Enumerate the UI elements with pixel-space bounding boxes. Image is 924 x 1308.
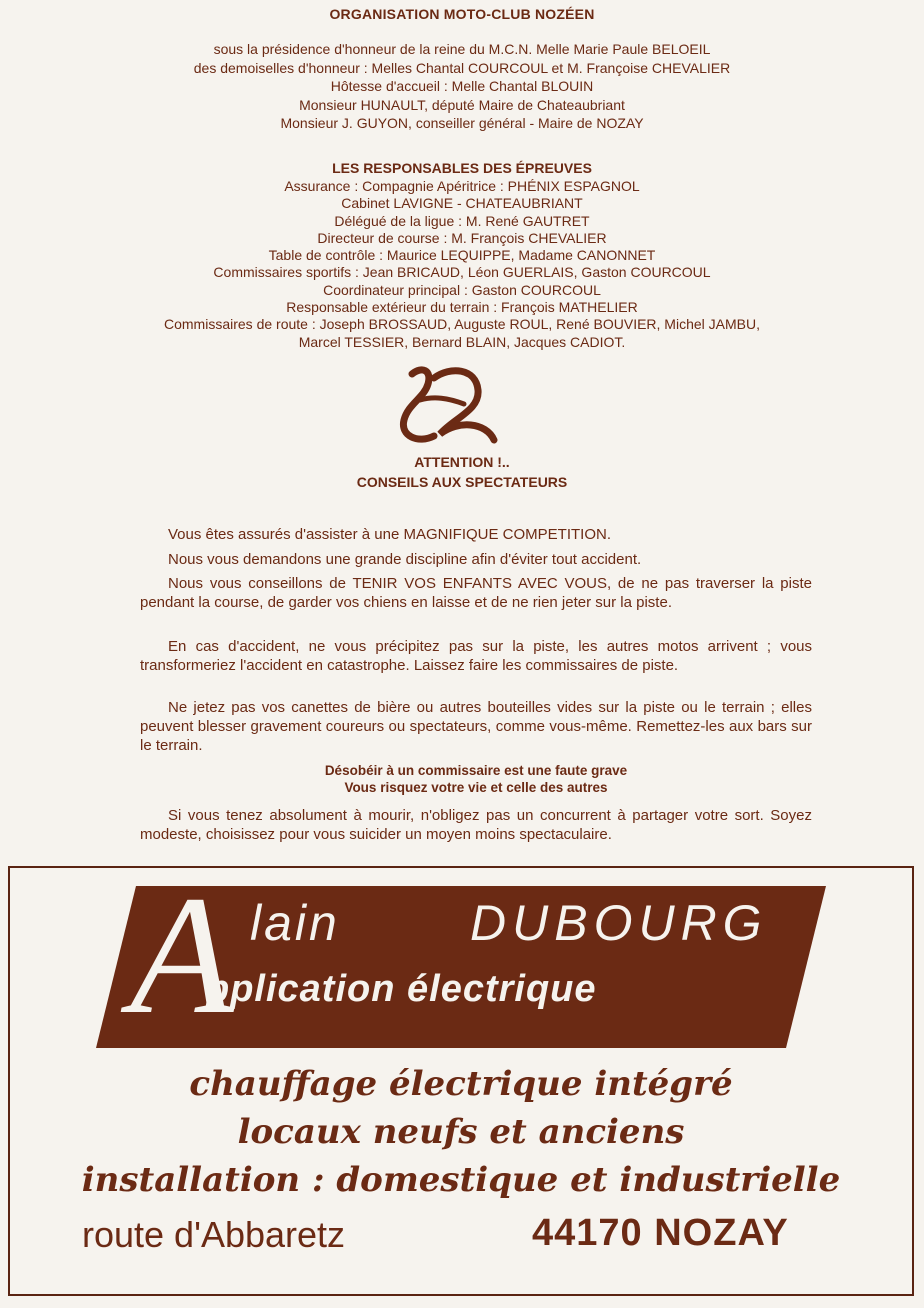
- advice-paragraph: [140, 637, 812, 675]
- responsables-line: Commissaires de route : Joseph BROSSAUD, Auguste ROUL, René BOUVIER, Michel JAMBU,: [164, 316, 760, 333]
- warning-block: [140, 762, 812, 796]
- attention-line: CONSEILS AUX SPECTATEURS: [356, 474, 568, 490]
- organisation-line: sous la présidence d'honneur de la reine du M.C.N. Melle Marie Paule BELOEIL: [213, 41, 711, 57]
- responsables-line: Marcel TESSIER, Bernard BLAIN, Jacques CADIOT.: [298, 333, 626, 350]
- organisation-line: Monsieur J. GUYON, conseiller général - Maire de NOZAY: [280, 115, 644, 131]
- ad-subtitle: pplication électrique: [206, 968, 597, 1010]
- advice-paragraph: [140, 698, 812, 755]
- advertisement: [8, 861, 914, 1296]
- advice-text: Nous vous conseillons de TENIR VOS ENFANTS AVEC VOUS, de ne pas traverser la piste pendant la course, de garder vos chiens en laisse et de ne rien jeter sur la piste.: [140, 575, 812, 611]
- club-logo-icon: [378, 360, 518, 452]
- responsables-line: Délégué de la ligue : M. René GAUTRET: [334, 212, 590, 229]
- responsables-line: Commissaires sportifs : Jean BRICAUD, Léon GUERLAIS, Gaston COURCOUL: [213, 264, 711, 281]
- ad-service: chauffage électrique intégré: [189, 1064, 733, 1104]
- ad-service: locaux neufs et anciens: [237, 1112, 685, 1152]
- attention-heading: [0, 452, 924, 492]
- responsables-line: Directeur de course : M. François CHEVALIER: [317, 229, 607, 246]
- advice-text: Vous êtes assurés d'assister à une MAGNIFIQUE COMPETITION.: [168, 526, 611, 543]
- advice-paragraph: [140, 550, 812, 569]
- advice-text: En cas d'accident, ne vous précipitez pas sur la piste, les autres motos arrivent ; vous transformeriez l'accident en catastrophe. Laissez faire les commissaires de piste.: [140, 638, 812, 674]
- organisation-title: ORGANISATION MOTO-CLUB NOZÉEN: [329, 6, 595, 22]
- warning-line: Désobéir à un commissaire est une faute grave: [324, 763, 628, 778]
- advice-paragraph: [140, 574, 812, 612]
- organisation-line: Monsieur HUNAULT, député Maire de Chateaubriant: [299, 96, 625, 113]
- responsables-lines: [0, 178, 924, 351]
- ad-initial: A: [130, 861, 234, 1049]
- ad-address: route d'Abbaretz: [82, 1214, 346, 1255]
- responsables-line: Assurance : Compagnie Apéritrice : PHÉNIX ESPAGNOL: [284, 178, 640, 194]
- responsables-title: LES RESPONSABLES DES ÉPREUVES: [332, 160, 592, 176]
- organisation-line: des demoiselles d'honneur : Melles Chantal COURCOUL et M. Françoise CHEVALIER: [193, 59, 731, 76]
- advice-text: Nous vous demandons une grande discipline afin d'éviter tout accident.: [168, 551, 642, 568]
- responsables-line: Responsable extérieur du terrain : François MATHELIER: [286, 299, 638, 316]
- responsables-line: Coordinateur principal : Gaston COURCOUL: [323, 281, 601, 298]
- advice-paragraph: [140, 525, 812, 544]
- ad-last-name: DUBOURG: [470, 895, 768, 951]
- organisation-line: Hôtesse d'accueil : Melle Chantal BLOUIN: [330, 78, 594, 94]
- responsables-line: Table de contrôle : Maurice LEQUIPPE, Madame CANONNET: [268, 247, 656, 264]
- advice-text: Ne jetez pas vos canettes de bière ou autres bouteilles vides sur la piste ou le terrain ; elles peuvent blesser gravement coureurs ou spectateurs, comme vous-même. Remettez-les aux bars sur le terrain.: [140, 699, 812, 754]
- closing-text: Si vous tenez absolument à mourir, n'obligez pas un concurrent à partager votre sort. Soyez modeste, choisissez pour vous suicider un moyen moins spectaculaire.: [140, 807, 812, 843]
- ad-service: installation : domestique et industrielle: [81, 1160, 841, 1200]
- responsables-line: Cabinet LAVIGNE - CHATEAUBRIANT: [341, 195, 583, 212]
- warning-line: Vous risquez votre vie et celle des autres: [344, 780, 608, 795]
- closing-paragraph: [140, 806, 812, 844]
- ad-first-name: lain: [250, 895, 340, 951]
- organisation-lines: [0, 40, 924, 133]
- attention-line: ATTENTION !..: [414, 454, 510, 470]
- ad-city: 44170 NOZAY: [532, 1212, 789, 1254]
